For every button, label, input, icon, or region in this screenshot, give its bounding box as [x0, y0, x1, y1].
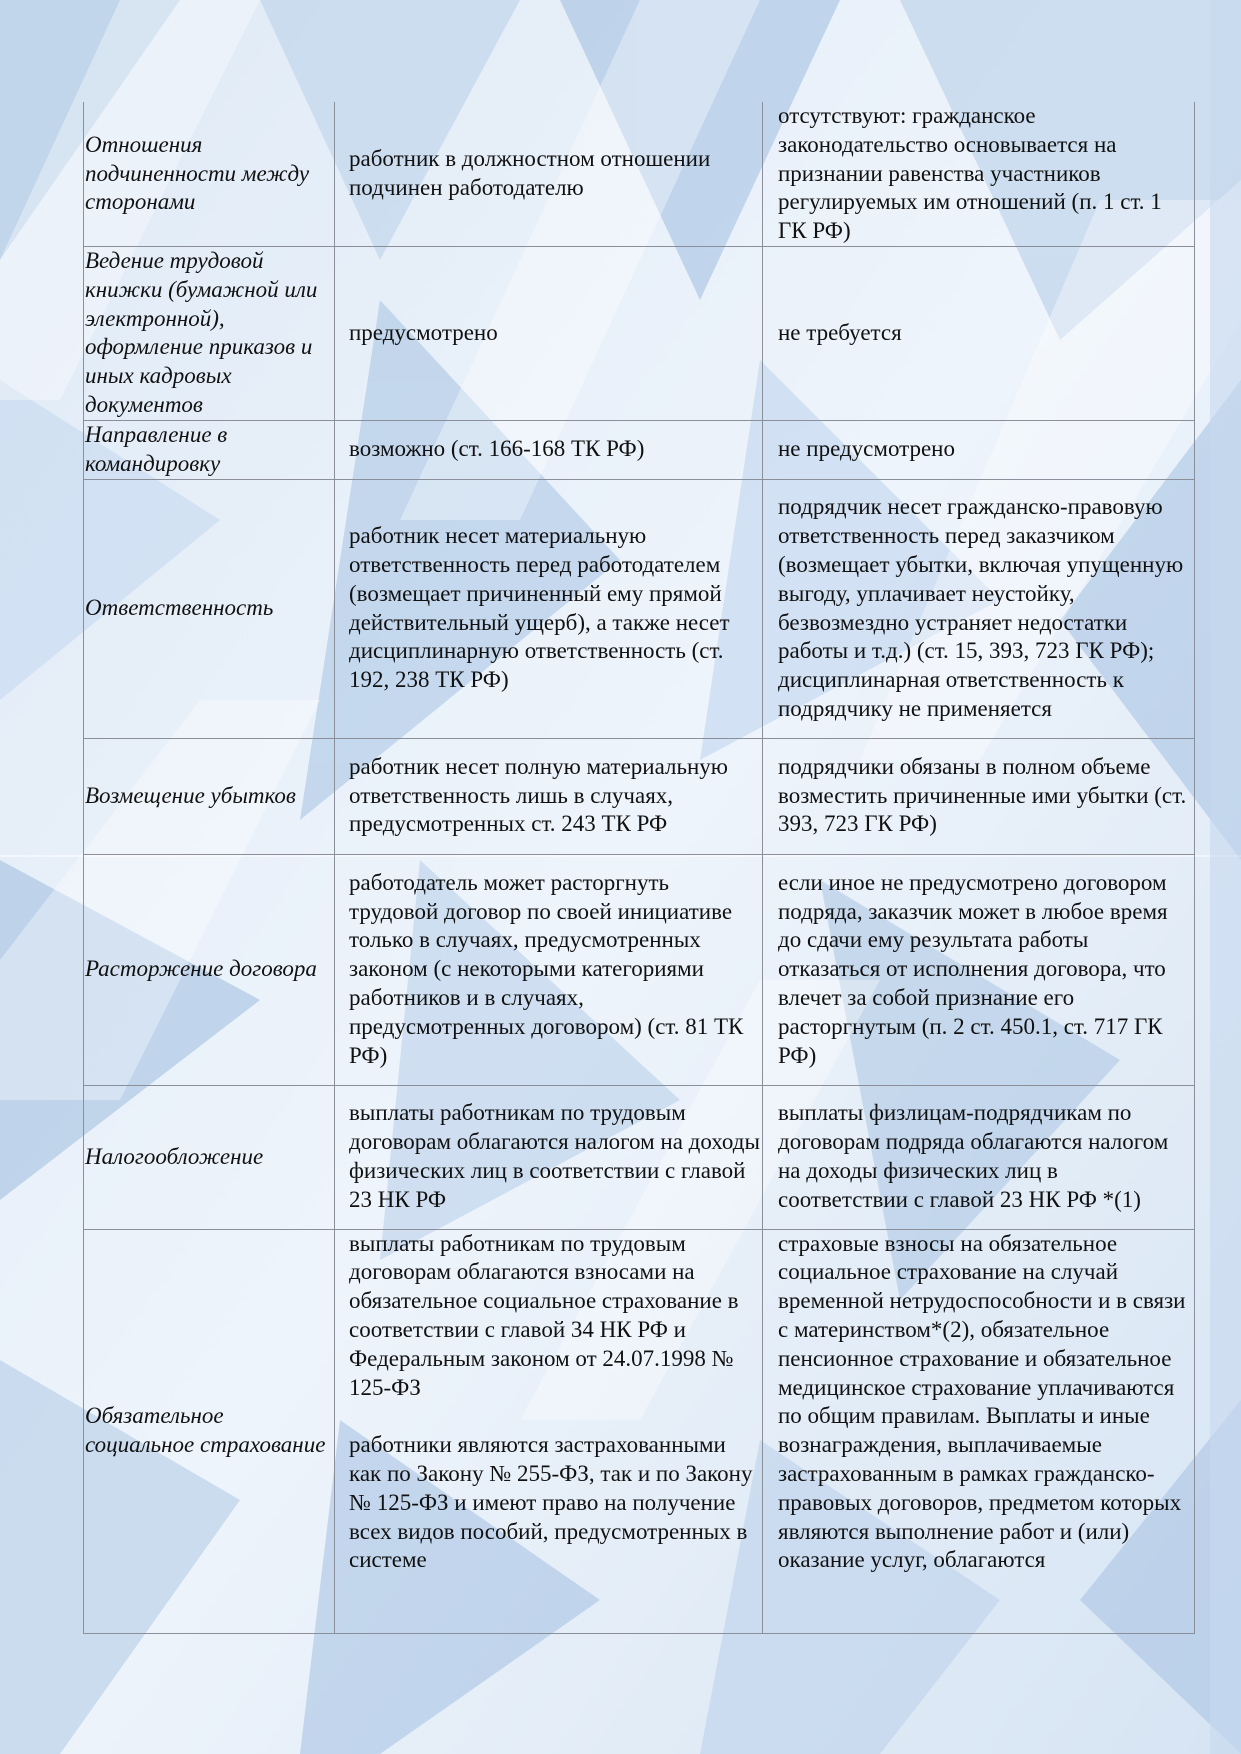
table-row: [84, 1085, 1195, 1229]
civil-contract-cell: не предусмотрено: [763, 420, 1195, 479]
criterion-cell: Расторжение договора: [84, 854, 335, 1085]
criterion-cell: Возмещение убытков: [84, 738, 335, 854]
criterion-cell: Направление в командировку: [84, 420, 335, 479]
labor-contract-cell: работник несет материальную ответственность перед работодателем (возмещает причиненный ему прямой действительный ущерб), а также несет дисциплинарную ответственность (ст. 192, 238 ТК РФ): [335, 479, 763, 738]
labor-contract-cell: работник в должностном отношении подчинен работодателю: [335, 102, 763, 246]
labor-contract-cell: работник несет полную материальную ответственность лишь в случаях, предусмотренных ст. 243 ТК РФ: [335, 738, 763, 854]
labor-contract-paragraph: выплаты работникам по трудовым договорам облагаются взносами на обязательное социальное страхование в соответствии с главой 34 НК РФ и Федеральным законом от 24.07.1998 № 125-ФЗ: [349, 1230, 739, 1400]
labor-contract-cell: [335, 1229, 763, 1633]
table-row: [84, 246, 1195, 420]
criterion-cell: Обязательное социальное страхование: [84, 1229, 335, 1633]
paragraph-gap: [349, 1402, 762, 1431]
table-row: [84, 738, 1195, 854]
civil-contract-cell: страховые взносы на обязательное социальное страхование на случай временной нетрудоспособности и в связи с материнством*(2), обязательное пенсионное страхование и обязательное медицинское страхование уплачиваются по общим правилам. Выплаты и иные вознаграждения, выплачиваемые застрахованным в рамках гражданско-правовых договоров, предметом которых являются выполнение работ и (или) оказание услуг, облагаются: [763, 1229, 1195, 1633]
table-row: [84, 479, 1195, 738]
civil-contract-cell: подрядчики обязаны в полном объеме возместить причиненные ими убытки (ст. 393, 723 ГК РФ): [763, 738, 1195, 854]
labor-contract-cell: работодатель может расторгнуть трудовой договор по своей инициативе только в случаях, предусмотренных законом (с некоторыми категориями работников и в случаях, предусмотренных договором) (ст. 81 ТК РФ): [335, 854, 763, 1085]
criterion-cell: Налогообложение: [84, 1085, 335, 1229]
criterion-cell: Ведение трудовой книжки (бумажной или электронной), оформление приказов и иных кадровых документов: [84, 246, 335, 420]
civil-contract-cell: подрядчик несет гражданско-правовую ответственность перед заказчиком (возмещает убытки, включая упущенную выгоду, уплачивает неустойку, безвозмездно устраняет недостатки работы и т.д.) (ст. 15, 393, 723 ГК РФ); дисциплинарная ответственность к подрядчику не применяется: [763, 479, 1195, 738]
table-row: [84, 420, 1195, 479]
labor-contract-cell: предусмотрено: [335, 246, 763, 420]
civil-contract-cell: если иное не предусмотрено договором подряда, заказчик может в любое время до сдачи ему результата работы отказаться от исполнения договора, что влечет за собой признание его расторгнутым (п. 2 ст. 450.1, ст. 717 ГК РФ): [763, 854, 1195, 1085]
labor-contract-paragraph: работники являются застрахованными как по Закону № 255-ФЗ, так и по Закону № 125-ФЗ и имеют право на получение всех видов пособий, предусмотренных в системе: [349, 1432, 753, 1573]
comparison-table: [83, 102, 1195, 1634]
criterion-cell: Ответственность: [84, 479, 335, 738]
labor-contract-cell: выплаты работникам по трудовым договорам облагаются налогом на доходы физических лиц в соответствии с главой 23 НК РФ: [335, 1085, 763, 1229]
civil-contract-cell: отсутствуют: гражданское законодательство основывается на признании равенства участников регулируемых им отношений (п. 1 ст. 1 ГК РФ): [763, 102, 1195, 246]
labor-contract-cell: возможно (ст. 166-168 ТК РФ): [335, 420, 763, 479]
table-row: [84, 854, 1195, 1085]
civil-contract-cell: не требуется: [763, 246, 1195, 420]
table-row: [84, 102, 1195, 246]
table-row: [84, 1229, 1195, 1633]
civil-contract-cell: выплаты физлицам-подрядчикам по договорам подряда облагаются налогом на доходы физических лиц в соответствии с главой 23 НК РФ *(1): [763, 1085, 1195, 1229]
criterion-cell: Отношения подчиненности между сторонами: [84, 102, 335, 246]
